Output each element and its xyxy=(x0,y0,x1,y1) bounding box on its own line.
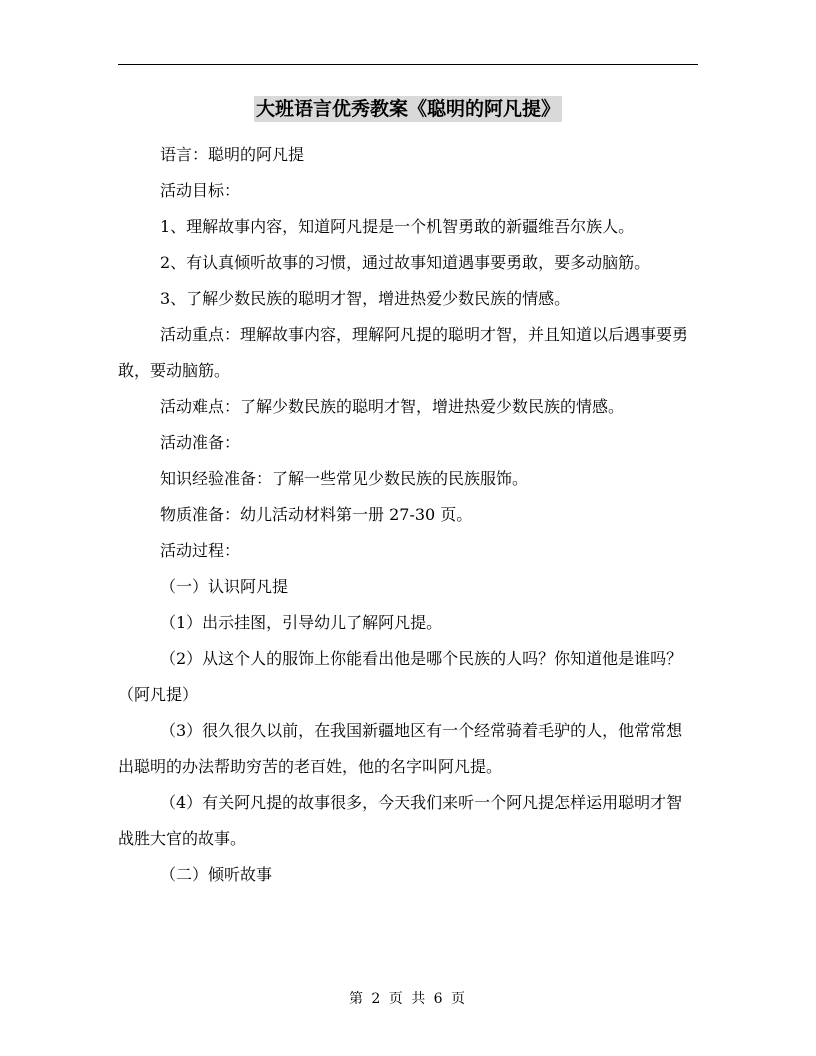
document-body xyxy=(118,137,698,893)
document-title-wrapper xyxy=(0,96,816,122)
paragraph: （2）从这个人的服饰上你能看出他是哪个民族的人吗？你知道他是谁吗？（阿凡提） xyxy=(118,649,683,704)
paragraph: 语言：聪明的阿凡提 xyxy=(160,145,305,164)
paragraph: 活动难点：了解少数民族的聪明才智，增进热爱少数民族的情感。 xyxy=(160,397,625,416)
paragraph: 活动目标： xyxy=(160,181,241,200)
paragraph: 3、了解少数民族的聪明才智，增进热爱少数民族的情感。 xyxy=(160,289,571,308)
paragraph: 活动准备： xyxy=(160,433,241,452)
paragraph: 1、理解故事内容，知道阿凡提是一个机智勇敢的新疆维吾尔族人。 xyxy=(160,217,635,236)
paragraph: （3）很久很久以前，在我国新疆地区有一个经常骑着毛驴的人，他常常想出聪明的办法帮助穷苦的老百姓，他的名字叫阿凡提。 xyxy=(118,721,683,776)
paragraph: （一）认识阿凡提 xyxy=(160,577,289,596)
header-rule xyxy=(118,64,698,65)
paragraph: （4）有关阿凡提的故事很多，今天我们来听一个阿凡提怎样运用聪明才智战胜大官的故事。 xyxy=(118,793,683,848)
paragraph: （1）出示挂图，引导幼儿了解阿凡提。 xyxy=(160,613,443,632)
paragraph: 物质准备：幼儿活动材料第一册 27-30 页。 xyxy=(160,505,473,524)
paragraph: 2、有认真倾听故事的习惯，通过故事知道遇事要勇敢，要多动脑筋。 xyxy=(160,253,651,272)
paragraph: 活动过程： xyxy=(160,541,241,560)
page-number: 第 2 页 共 6 页 xyxy=(348,991,468,1007)
paragraph: （二）倾听故事 xyxy=(160,865,273,884)
document-title: 大班语言优秀教案《聪明的阿凡提》 xyxy=(255,98,560,120)
paragraph: 知识经验准备：了解一些常见少数民族的民族服饰。 xyxy=(160,469,529,488)
paragraph: 活动重点：理解故事内容，理解阿凡提的聪明才智，并且知道以后遇事要勇敢，要动脑筋。 xyxy=(118,325,689,380)
